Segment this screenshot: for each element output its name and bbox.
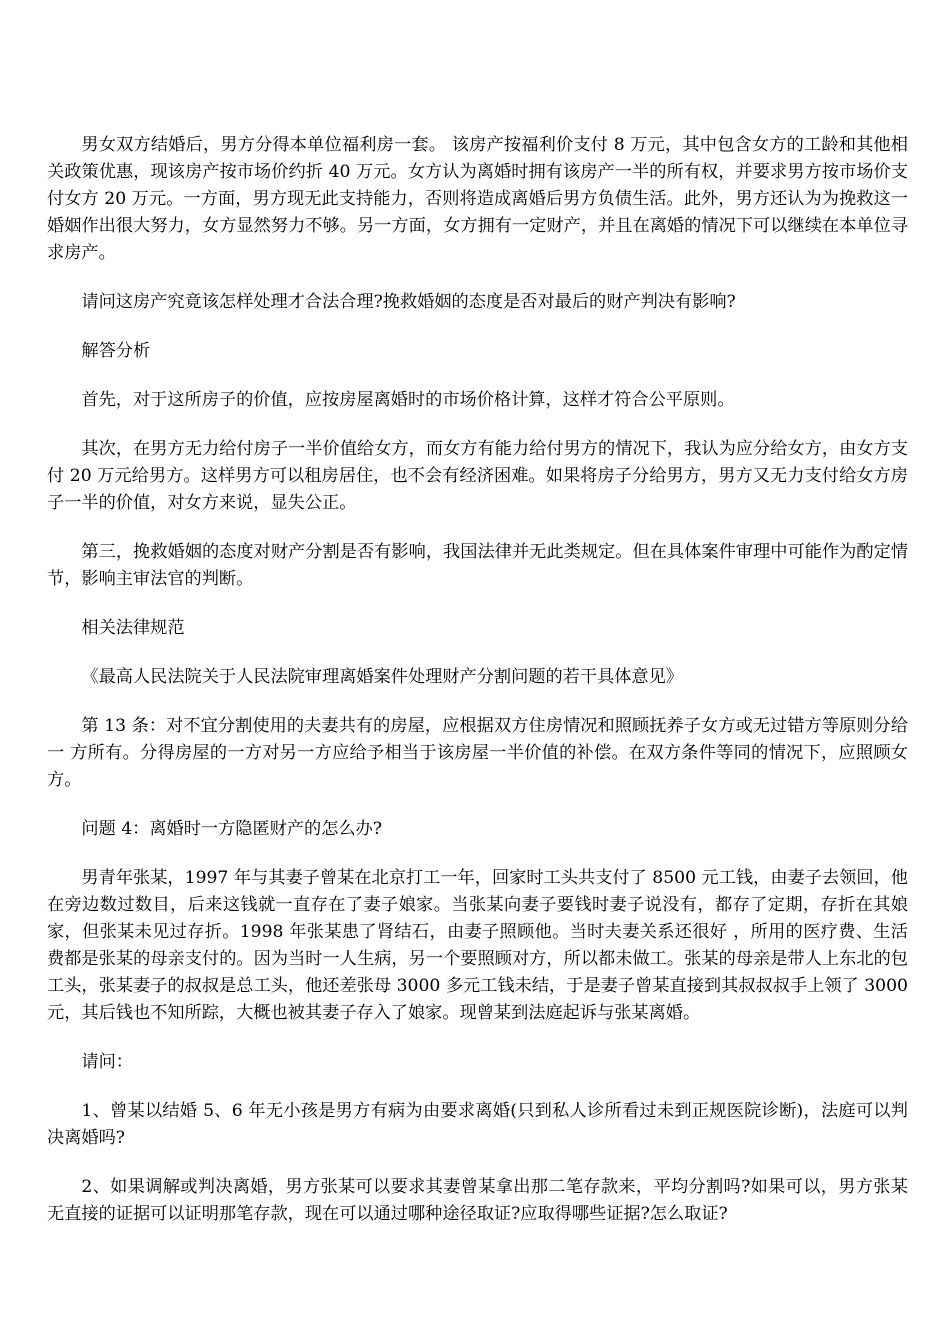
heading-related-law: 相关法律规范 [81,618,185,638]
paragraph-first-point: 首先，对于这所房子的价值，应按房屋离婚时的市场价格计算，这样才符合公平原则。 [81,390,735,410]
paragraph-case-zhang: 男青年张某，1997 年与其妻子曾某在北京打工一年，回家时工头共支付了 8500 元工钱，由妻子去领回，他在旁边数过数目，后来这钱就一直存在了妻子娘家。当张某向妻子要钱时妻子说没有，都存了定期，存折在其娘家，但张某未见过存折。1998 年张某患了肾结石，由妻子照顾他。当时夫妻关系还很好 ，所用的医疗费、生活费都是张某的母亲支付的。因为当时一人生病，另一个要照顾对方，所以都未做工。张某的母亲是带人上东北的包工头，张某妻子的叔叔是总工头，他还差张母 3000 多元工钱未结，于是妻子曾某直接到其叔叔叔手上领了 3000 元，其后钱也不知所踪，大概也被其妻子存入了娘家。现曾某到法庭起诉与张某离婚。 [47,868,908,1023]
paragraph-law-title: 《最高人民法院关于人民法院审理离婚案件处理财产分割问题的若干具体意见》 [81,667,683,687]
heading-analysis: 解答分析 [81,341,151,361]
paragraph-please-ask: 请问： [81,1052,133,1072]
paragraph-question-2: 2、如果调解或判决离婚，男方张某可以要求其妻曾某拿出那二笔存款来，平均分割吗?如果可以，男方张某无直接的证据可以证明那笔存款，现在可以通过哪种途径取证?应取得哪些证据?怎么取证? [47,1177,908,1224]
paragraph-question-1: 1、曾某以结婚 5、6 年无小孩是男方有病为由要求离婚(只到私人诊所看过未到正规医院诊断)，法庭可以判决离婚吗? [47,1101,908,1148]
heading-question-4: 问题 4：离婚时一方隐匿财产的怎么办? [81,819,383,839]
paragraph-second-point: 其次，在男方无力给付房子一半价值给女方，而女方有能力给付男方的情况下，我认为应分给女方，由女方支付 20 万元给男方。这样男方可以租房居住，也不会有经济困难。如果将房子分给男方，男方又无力支付给女方房子一半的价值，对女方来说，显失公正。 [47,439,908,513]
paragraph-case-description: 男女双方结婚后，男方分得本单位福利房一套。 该房产按福利价支付 8 万元，其中包含女方的工龄和其他相关政策优惠，现该房产按市场价约折 40 万元。女方认为离婚时拥有该房产一半的所有权，并要求男方按市场价支付女方 20 万元。一方面，男方现无此支持能力，否则将造成离婚后男方负债生活。此外，男方还认为为挽救这一婚姻作出很大努力，女方显然努力不够。另一方面，女方拥有一定财产，并且在离婚的情况下可以继续在本单位寻求房产。 [47,135,908,263]
document-body [47,132,908,1250]
paragraph-article-13: 第 13 条：对不宜分割使用的夫妻共有的房屋，应根据双方住房情况和照顾抚养子女方或无过错方等原则分给一 方所有。分得房屋的一方对另一方应给予相当于该房屋一半价值的补偿。在双方条件等同的情况下，应照顾女方。 [47,716,908,790]
paragraph-question: 请问这房产究竟该怎样处理才合法合理?挽救婚姻的态度是否对最后的财产判决有影响? [81,292,736,312]
paragraph-third-point: 第三，挽救婚姻的态度对财产分割是否有影响，我国法律并无此类规定。但在具体案件审理中可能作为酌定情节，影响主审法官的判断。 [47,542,908,589]
